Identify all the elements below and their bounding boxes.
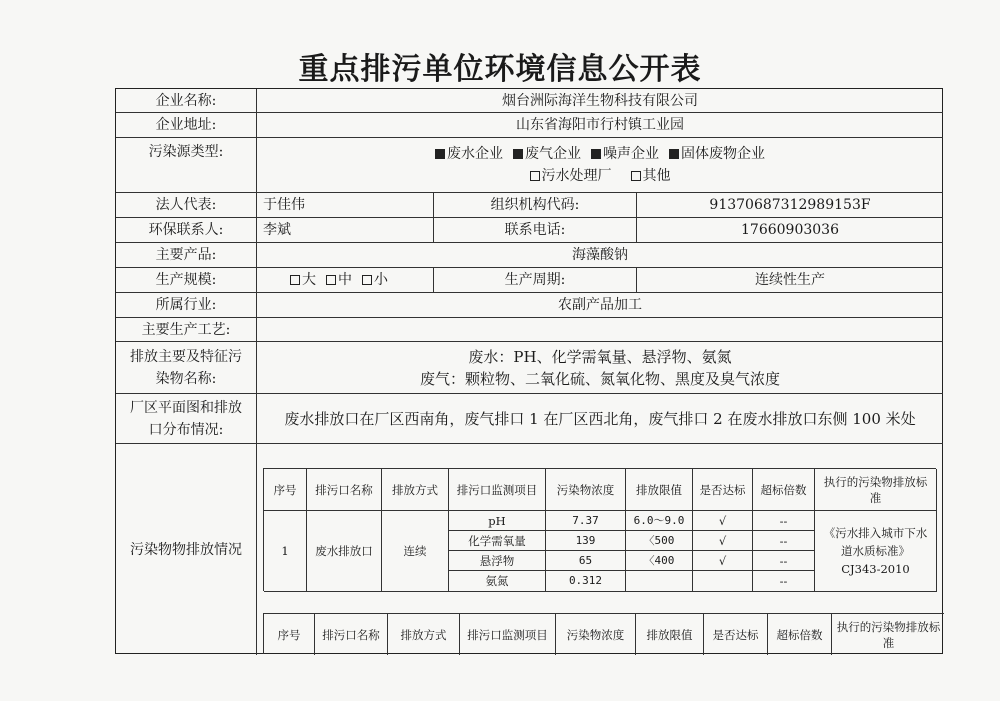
option-label: 大: [302, 272, 316, 288]
option-large[interactable]: [290, 271, 316, 289]
option-label: 其他: [642, 168, 671, 184]
env-contact-label: 环保联系人:: [116, 218, 257, 243]
scale-options: [257, 268, 434, 293]
option-small[interactable]: [362, 271, 388, 289]
org-code-label: 组织机构代码:: [434, 193, 637, 218]
item-name: 氨氮: [449, 571, 546, 592]
pollution-type-options: [257, 138, 943, 193]
env-contact-value: 李斌: [257, 218, 434, 243]
legal-rep-label: 法人代表:: [116, 193, 257, 218]
item-over: --: [753, 531, 815, 551]
org-code-value: 91370687312989153F: [637, 193, 943, 218]
header-ok: 是否达标: [693, 469, 753, 511]
company-name-value: 烟台洲际海洋生物科技有限公司: [257, 89, 943, 113]
row-mode: 连续: [382, 511, 449, 592]
pollution-type-line2: [525, 167, 676, 185]
item-name: 化学需氧量: [449, 531, 546, 551]
page-title: 重点排污单位环境信息公开表: [298, 52, 702, 87]
industry-label: 所属行业:: [116, 293, 257, 318]
emission-label: 污染物物排放情况: [116, 444, 257, 655]
header-ok: 是否达标: [704, 614, 768, 655]
option-solid-waste[interactable]: [669, 146, 765, 162]
item-name: 悬浮物: [449, 551, 546, 571]
header-over: 超标倍数: [768, 614, 832, 655]
item-ok: [693, 571, 753, 592]
option-label: 废水企业: [447, 146, 503, 162]
company-address-label: 企业地址:: [116, 113, 257, 138]
option-label: 噪声企业: [603, 146, 659, 162]
phone-value: 17660903036: [637, 218, 943, 243]
row-no: 1: [264, 511, 307, 592]
item-name: pH: [449, 511, 546, 531]
option-noise[interactable]: [591, 146, 659, 162]
company-address-value: 山东省海阳市行村镇工业园: [257, 113, 943, 138]
main-product-label: 主要产品:: [116, 243, 257, 268]
item-ok: √: [693, 551, 753, 571]
pollution-type-label: 污染源类型:: [116, 138, 257, 193]
option-sewage-plant[interactable]: [530, 168, 612, 184]
header-item: 排污口监测项目: [449, 469, 546, 511]
standard-line: CJ343-2010: [841, 562, 910, 576]
item-conc: 0.312: [546, 571, 626, 592]
header-mode: 排放方式: [388, 614, 460, 655]
item-limit: 〈400: [626, 551, 693, 571]
item-ok: √: [693, 511, 753, 531]
header-standard: 执行的污染物排放标准: [836, 619, 941, 650]
header-outlet: 排污口名称: [315, 614, 388, 655]
row-standard: [815, 511, 937, 592]
option-other[interactable]: [631, 168, 671, 184]
item-conc: 139: [546, 531, 626, 551]
checkbox-checked-icon: [435, 149, 445, 159]
header-standard: 执行的污染物排放标准: [815, 469, 937, 511]
option-label: 固体废物企业: [681, 146, 765, 162]
pollutants-label: [116, 342, 257, 394]
label-line: 排放主要及特征污: [130, 348, 242, 365]
header-limit: 排放限值: [636, 614, 704, 655]
checkbox-empty-icon: [530, 171, 540, 181]
emission-table: [263, 468, 936, 591]
checkbox-checked-icon: [669, 149, 679, 159]
scale-label: 生产规模:: [116, 268, 257, 293]
header-no: 序号: [264, 614, 315, 655]
item-limit: 〈500: [626, 531, 693, 551]
legal-rep-value: 于佳伟: [257, 193, 434, 218]
item-over: --: [753, 511, 815, 531]
main-product-value: 海藻酸钠: [257, 243, 943, 268]
standard-line: 《污水排入城市下水: [823, 526, 928, 540]
item-limit: 6.0～9.0: [626, 511, 693, 531]
item-conc: 7.37: [546, 511, 626, 531]
company-name-label: 企业名称:: [116, 89, 257, 113]
checkbox-empty-icon: [290, 275, 300, 285]
header-no: 序号: [264, 469, 307, 511]
option-label: 中: [338, 272, 352, 288]
process-label: 主要生产工艺:: [116, 318, 257, 342]
header-conc: 污染物浓度: [556, 614, 636, 655]
label-line: 厂区平面图和排放: [130, 399, 242, 416]
header-over: 超标倍数: [753, 469, 815, 511]
layout-label: [116, 394, 257, 444]
header-limit: 排放限值: [626, 469, 693, 511]
header-conc: 污染物浓度: [546, 469, 626, 511]
waste-gas-pollutants: 废气：颗粒物、二氧化硫、氮氧化物、黑度及臭气浓度: [419, 369, 780, 388]
option-label: 小: [374, 272, 388, 288]
layout-value: 废水排放口在厂区西南角，废气排口 1 在厂区西北角，废气排口 2 在废水排放口东侧 100 米处: [257, 394, 943, 444]
emission-table-2: [263, 613, 944, 654]
checkbox-empty-icon: [631, 171, 641, 181]
option-label: 污水处理厂: [541, 168, 612, 184]
checkbox-empty-icon: [362, 275, 372, 285]
row-outlet: 废水排放口: [307, 511, 382, 592]
item-conc: 65: [546, 551, 626, 571]
option-wastewater[interactable]: [435, 146, 503, 162]
option-waste-gas[interactable]: [513, 146, 581, 162]
pollution-type-line1: [430, 145, 770, 167]
standard-line: 道水质标准》: [841, 544, 910, 558]
label-line: 口分布情况:: [148, 421, 224, 438]
cycle-label: 生产周期:: [434, 268, 637, 293]
checkbox-checked-icon: [591, 149, 601, 159]
item-limit: [626, 571, 693, 592]
process-value: [257, 318, 943, 342]
checkbox-checked-icon: [513, 149, 523, 159]
wastewater-pollutants: 废水：PH、化学需氧量、悬浮物、氨氮: [468, 347, 732, 366]
label-line: 染物名称:: [155, 370, 217, 387]
item-over: --: [753, 551, 815, 571]
item-over: --: [753, 571, 815, 592]
item-ok: √: [693, 531, 753, 551]
header-item: 排污口监测项目: [460, 614, 556, 655]
checkbox-empty-icon: [326, 275, 336, 285]
option-label: 废气企业: [525, 146, 581, 162]
cycle-value: 连续性生产: [637, 268, 943, 293]
phone-label: 联系电话:: [434, 218, 637, 243]
option-medium[interactable]: [326, 271, 352, 289]
pollutants-value: [257, 342, 943, 394]
header-outlet: 排污口名称: [307, 469, 382, 511]
industry-value: 农副产品加工: [257, 293, 943, 318]
header-mode: 排放方式: [382, 469, 449, 511]
